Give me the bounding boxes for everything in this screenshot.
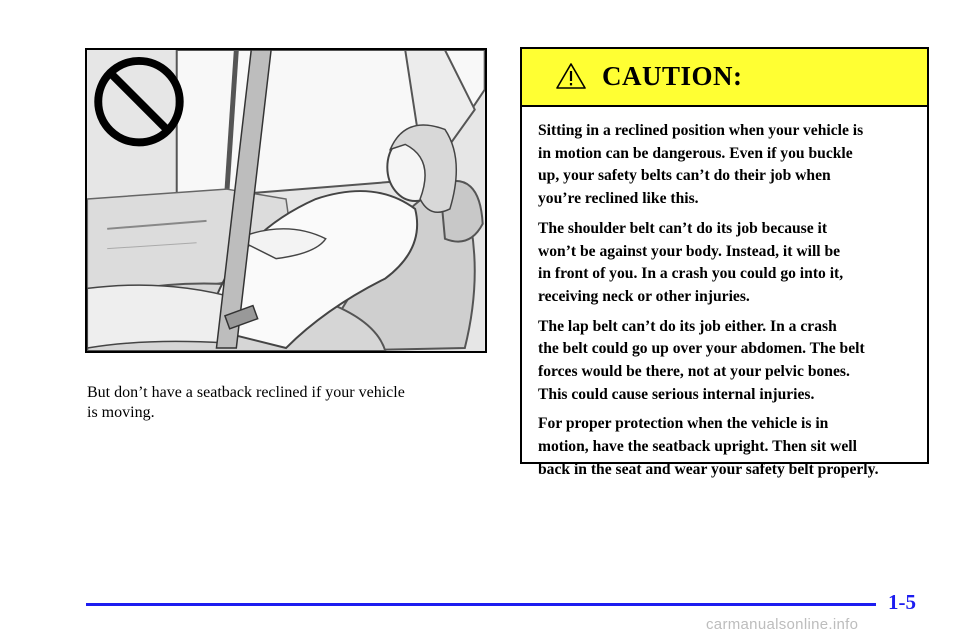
- caution-line: in front of you. In a crash you could go into it,: [538, 265, 844, 283]
- caution-line: For proper protection when the vehicle is in: [538, 415, 829, 433]
- caution-line: The shoulder belt can’t do its job because it: [538, 219, 828, 237]
- caution-line: The lap belt can’t do its job either. In a crash: [538, 317, 837, 335]
- caution-line: forces would be there, not at your pelvic bones.: [538, 363, 850, 381]
- caution-line: receiving neck or other injuries.: [538, 287, 750, 305]
- caution-body: [522, 107, 927, 482]
- warning-triangle-icon: [556, 63, 586, 89]
- caution-line: you’re reclined like this.: [538, 190, 699, 208]
- caution-line: the belt could go up over your abdomen. The belt: [538, 340, 865, 358]
- caution-title: CAUTION:: [602, 61, 743, 91]
- footer-rule: [86, 603, 876, 606]
- caution-line: This could cause serious internal injuries.: [538, 385, 815, 403]
- caution-line: in motion can be dangerous. Even if you buckle: [538, 144, 853, 162]
- caution-paragraph: [538, 218, 911, 309]
- caution-line: Sitting in a reclined position when your vehicle is: [538, 122, 864, 139]
- caution-line: motion, have the seatback upright. Then sit well: [538, 438, 857, 456]
- body-paragraph: [87, 383, 487, 423]
- caution-box: [520, 47, 929, 478]
- body-line: is moving.: [87, 404, 155, 421]
- caution-paragraph: [538, 316, 911, 407]
- caution-line: won’t be against your body. Instead, it will be: [538, 242, 841, 260]
- reclined-passenger-drawing: [87, 50, 485, 351]
- caution-paragraph: [538, 120, 911, 211]
- body-line: But don’t have a seatback reclined if your vehicle: [87, 384, 405, 401]
- caution-line: up, your safety belts can’t do their job when: [538, 167, 831, 185]
- caution-paragraph: [538, 413, 911, 481]
- caution-header: [522, 49, 927, 107]
- watermark: carmanualsonline.info: [706, 616, 859, 633]
- caution-line: back in the seat and wear your safety belt properly.: [538, 460, 879, 478]
- page-number: 1-5: [888, 590, 916, 614]
- reclined-seat-illustration: [85, 48, 487, 353]
